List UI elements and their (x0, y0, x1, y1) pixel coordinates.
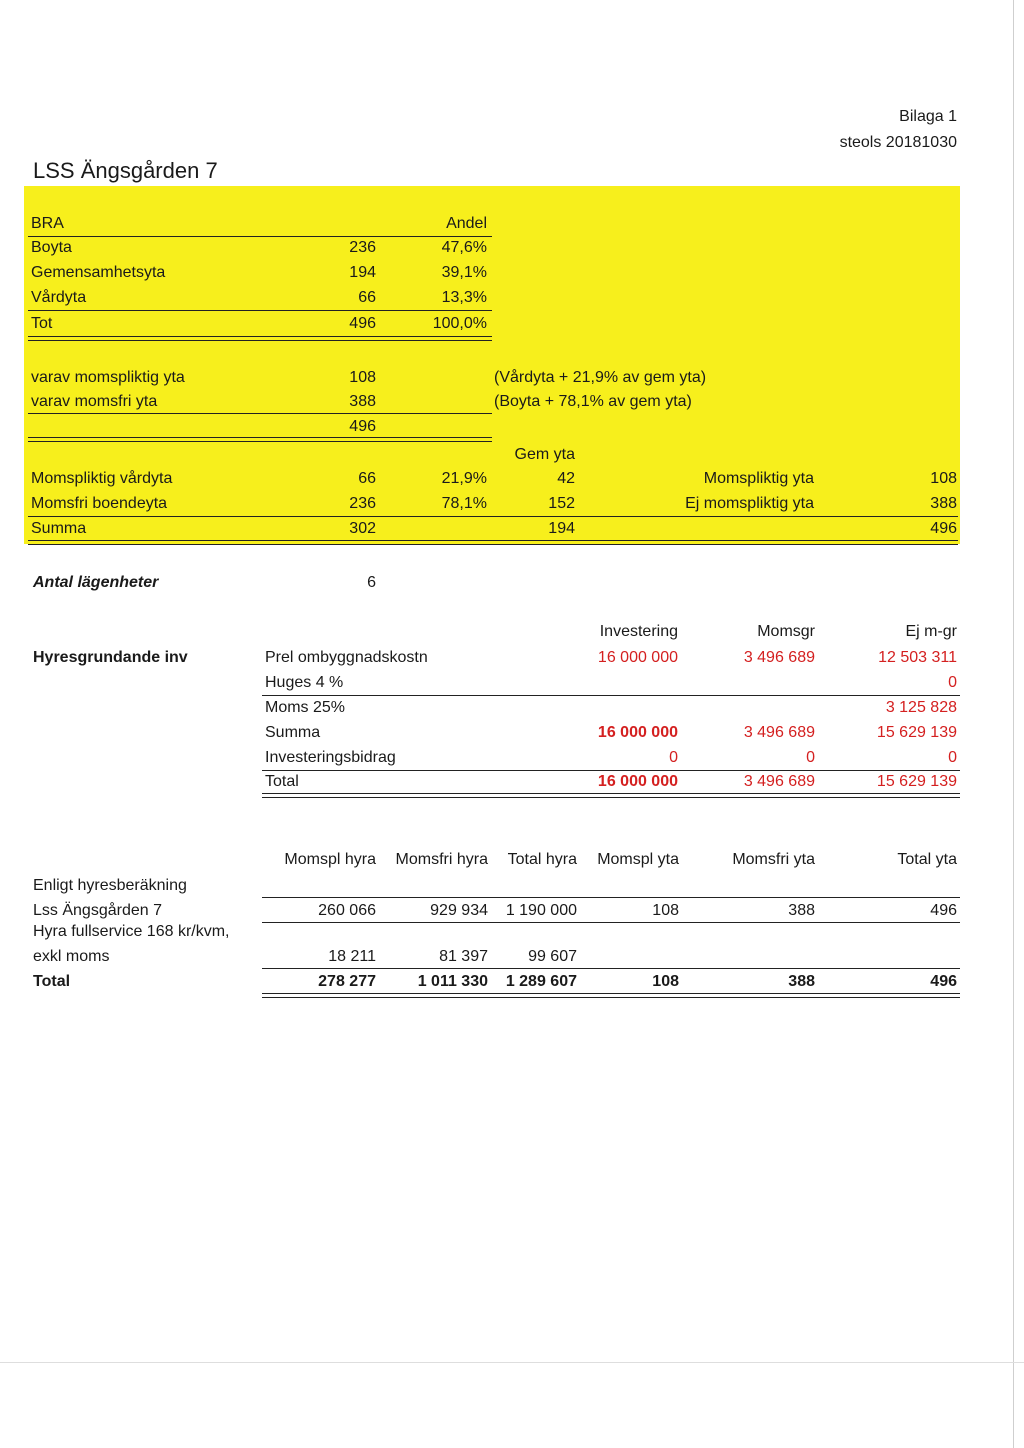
gem-yta-header: Gem yta (514, 446, 575, 463)
bra-row-andel: 39,1% (441, 264, 487, 281)
split-row-right-label: Ej momspliktig yta (685, 495, 814, 512)
double-rule (262, 993, 960, 998)
hyra-header: Momspl hyra (284, 851, 376, 868)
hyres-row-inv: 16 000 000 (597, 649, 678, 666)
hyra-total-label: Total (33, 973, 71, 990)
hyres-header-ej: Ej m-gr (905, 623, 957, 640)
rule (262, 897, 960, 898)
split-row-label: Momsfri boendeyta (31, 495, 168, 512)
double-rule (262, 793, 960, 798)
hyres-total-inv: 16 000 000 (597, 773, 678, 790)
hyres-total-momsgr: 3 496 689 (743, 773, 815, 790)
hyra-total-cell: 388 (788, 973, 815, 990)
varav-value: 108 (349, 369, 376, 386)
hyres-row-ej: 0 (948, 749, 957, 766)
split-sum-right-value: 496 (930, 520, 957, 537)
hyra-total-cell: 108 (652, 973, 679, 990)
bra-row-andel: 13,3% (441, 289, 487, 306)
hyres-header-investering: Investering (599, 623, 678, 640)
rule (262, 968, 960, 969)
bra-row-value: 66 (358, 289, 376, 306)
hyra-total-cell: 496 (930, 973, 957, 990)
hyra-total-cell: 278 277 (318, 973, 376, 990)
split-sum-label: Summa (31, 520, 87, 537)
bra-row-andel: 47,6% (441, 239, 487, 256)
bra-row-value: 236 (349, 239, 376, 256)
yellow-highlight-area (24, 186, 960, 544)
hyra-header: Total hyra (507, 851, 577, 868)
varav-label: varav momspliktig yta (31, 369, 185, 386)
bra-row-label: Vårdyta (31, 289, 87, 306)
bilaga-label: Bilaga 1 (899, 108, 957, 125)
hyra-total-cell: 1 289 607 (505, 973, 577, 990)
hyra-cell: 18 211 (328, 948, 376, 965)
double-rule (28, 540, 958, 545)
hyra-header: Momsfri yta (732, 851, 815, 868)
bra-total-label: Tot (31, 315, 53, 332)
hyres-row-label: Investeringsbidrag (265, 749, 396, 766)
page-title: LSS Ängsgården 7 (33, 158, 218, 183)
hyres-row-label: Moms 25% (265, 699, 346, 716)
hyra-cell: 496 (930, 902, 957, 919)
antal-value: 6 (367, 574, 376, 591)
split-sum-gem: 194 (548, 520, 575, 537)
split-row-right-value: 108 (930, 470, 957, 487)
split-row-right-value: 388 (930, 495, 957, 512)
rule (28, 413, 492, 414)
hyres-row-ej: 0 (948, 674, 957, 691)
hyra-cell: 929 934 (430, 902, 488, 919)
hyres-header-momsgr: Momsgr (757, 623, 815, 640)
rule (28, 236, 492, 237)
varav-note: (Vårdyta + 21,9% av gem yta) (494, 369, 707, 386)
hyra-cell: 1 190 000 (505, 902, 577, 919)
bra-header: BRA (31, 215, 64, 232)
varav-note: (Boyta + 78,1% av gem yta) (494, 393, 692, 410)
bra-total-andel: 100,0% (432, 315, 487, 332)
hyra-row-label-line1: Hyra fullservice 168 kr/kvm, (33, 923, 230, 940)
bra-row-value: 194 (349, 264, 376, 281)
rule (28, 516, 958, 517)
hyres-row-ej: 3 125 828 (885, 699, 957, 716)
hyres-row-label: Summa (265, 724, 321, 741)
hyra-cell: 108 (652, 902, 679, 919)
hyra-total-cell: 1 011 330 (417, 973, 488, 990)
split-row-value: 66 (358, 470, 376, 487)
hyra-header: Momspl yta (597, 851, 679, 868)
andel-header: Andel (446, 215, 487, 232)
page-edge (1013, 0, 1014, 1448)
hyra-row-label-line2: exkl moms (33, 948, 110, 965)
split-row-gem: 42 (557, 470, 575, 487)
bra-row-label: Boyta (31, 239, 72, 256)
hyra-header: Total yta (897, 851, 957, 868)
rule (28, 310, 492, 311)
double-rule (28, 437, 492, 442)
varav-label: varav momsfri yta (31, 393, 158, 410)
reference-text: steols 20181030 (839, 134, 957, 151)
split-row-right-label: Momspliktig yta (703, 470, 814, 487)
hyra-cell: 81 397 (439, 948, 488, 965)
split-sum-value: 302 (349, 520, 376, 537)
double-rule (28, 336, 492, 341)
varav-total: 496 (349, 418, 376, 435)
hyra-cell: 388 (788, 902, 815, 919)
split-row-pct: 21,9% (441, 470, 487, 487)
antal-label: Antal lägenheter (33, 574, 159, 591)
hyres-total-ej: 15 629 139 (876, 773, 957, 790)
hyres-row-inv: 0 (669, 749, 678, 766)
hyres-row-inv: 16 000 000 (597, 724, 678, 741)
hyres-row-momsgr: 3 496 689 (743, 649, 815, 666)
page-edge (0, 1362, 1024, 1363)
hyra-header: Momsfri hyra (395, 851, 488, 868)
split-row-value: 236 (349, 495, 376, 512)
rule (262, 922, 960, 923)
hyres-row-label: Prel ombyggnadskostn (265, 649, 428, 666)
hyres-row-momsgr: 3 496 689 (743, 724, 815, 741)
hyres-row-label: Huges 4 % (265, 674, 344, 691)
split-row-label: Momspliktig vårdyta (31, 470, 173, 487)
rule (262, 695, 960, 696)
hyra-row-label: Lss Ängsgården 7 (33, 902, 162, 919)
hyres-row-ej: 12 503 311 (878, 649, 957, 666)
hyres-row-ej: 15 629 139 (876, 724, 957, 741)
bra-total-value: 496 (349, 315, 376, 332)
bra-row-label: Gemensamhetsyta (31, 264, 166, 281)
hyra-intro: Enligt hyresberäkning (33, 877, 187, 894)
varav-value: 388 (349, 393, 376, 410)
hyres-total-label: Total (265, 773, 299, 790)
hyra-cell: 99 607 (528, 948, 577, 965)
hyres-section-label: Hyresgrundande inv (33, 649, 188, 666)
hyres-row-momsgr: 0 (806, 749, 815, 766)
rule (262, 770, 960, 771)
split-row-gem: 152 (548, 495, 575, 512)
hyra-cell: 260 066 (318, 902, 376, 919)
split-row-pct: 78,1% (441, 495, 487, 512)
